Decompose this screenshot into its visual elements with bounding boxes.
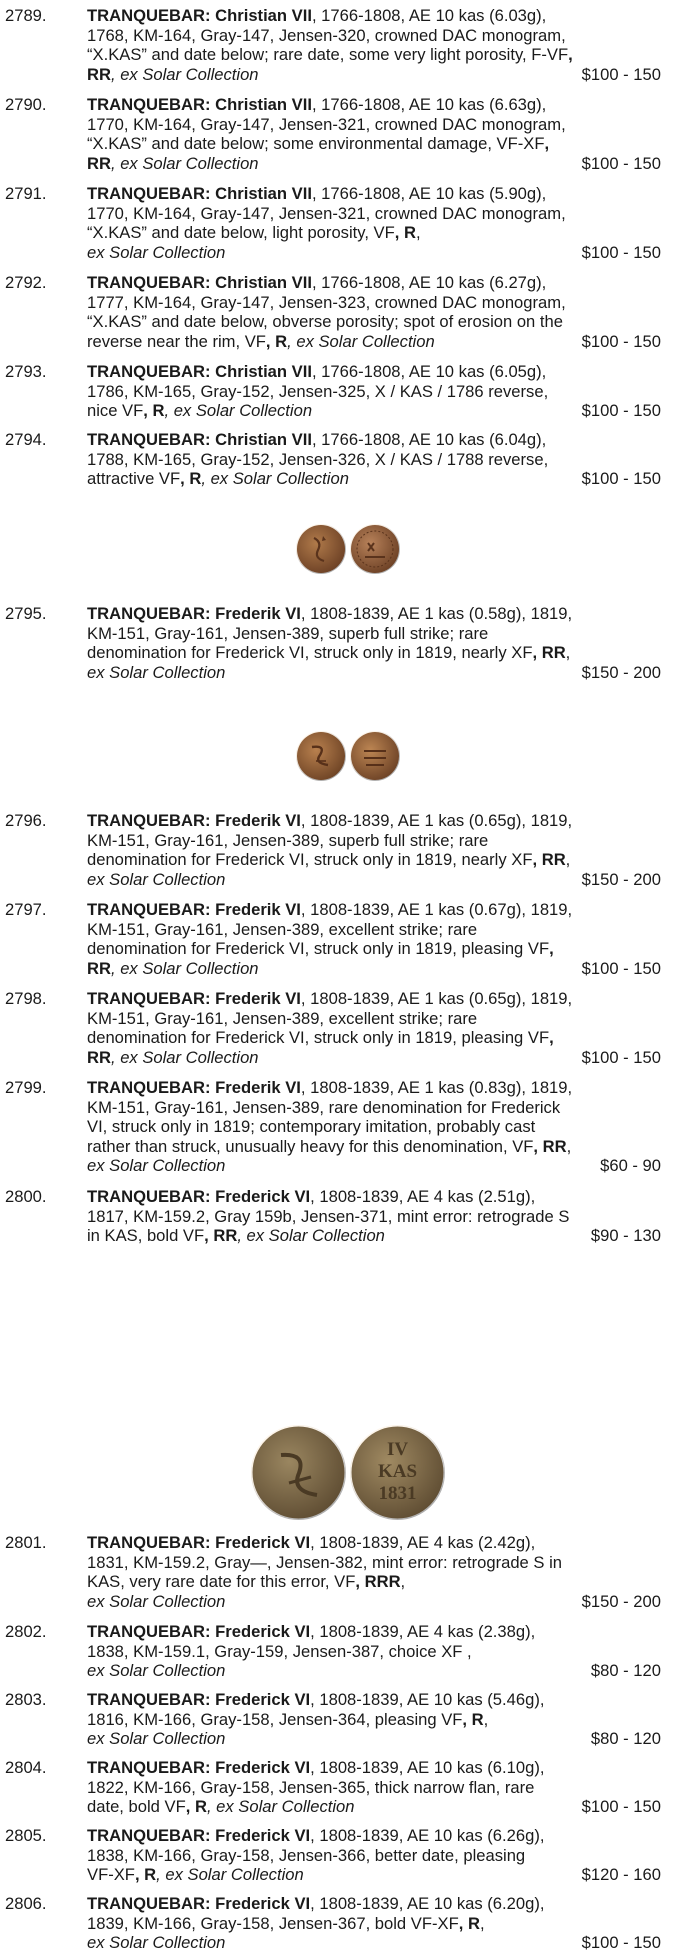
description-line — [87, 1226, 661, 1246]
lot-number: 2796. — [5, 811, 47, 830]
bold-text: , RR — [532, 850, 566, 870]
plain-text: “X.KAS” and date below, obverse porosity; spot of erosion on the — [87, 312, 563, 332]
coin-photo-pair-1 — [296, 524, 400, 574]
description-line — [87, 850, 661, 870]
lot-number: 2803. — [5, 1690, 47, 1709]
plain-text: 1768, KM-164, Gray-147, Jensen-320, crowned DAC monogram, — [87, 25, 566, 45]
lot-number: 2805. — [5, 1826, 47, 1845]
lot-description — [87, 811, 661, 889]
bold-text: , R — [458, 1913, 480, 1933]
description-line — [87, 1098, 661, 1118]
description-line — [87, 382, 661, 402]
italic-text: , ex Solar Collection — [156, 1865, 304, 1885]
plain-text: rather than struck, unusually heavy for this denomination, VF — [87, 1136, 534, 1156]
description-line — [87, 1622, 661, 1642]
plain-text: , — [479, 1913, 485, 1933]
description-line — [87, 1797, 661, 1817]
estimate-price: $100 - 150 — [581, 1797, 661, 1817]
plain-text: , 1766-1808, AE 10 kas (6.04g), — [311, 430, 547, 449]
bold-text: TRANQUEBAR: Frederick VI — [87, 1622, 311, 1641]
lot-number: 2801. — [5, 1533, 47, 1552]
estimate-price: $90 - 130 — [590, 1226, 661, 1246]
lot-number: 2806. — [5, 1894, 47, 1913]
lot-number: 2804. — [5, 1758, 47, 1777]
description-line — [87, 900, 661, 920]
description-line — [87, 362, 661, 382]
plain-text: 1788, KM-165, Gray-152, Jensen-326, X / KAS / 1788 reverse, — [87, 449, 549, 469]
estimate-price: $80 - 120 — [590, 1729, 661, 1749]
plain-text: reverse near the rim, VF — [87, 331, 266, 351]
plain-text: , 1766-1808, AE 10 kas (6.63g), — [311, 95, 547, 114]
description-line — [87, 1533, 661, 1553]
bold-text: , — [568, 45, 573, 65]
bold-text: TRANQUEBAR: Christian VII — [87, 184, 312, 203]
description-line — [87, 1729, 661, 1749]
description-line — [87, 831, 661, 851]
lot-number: 2789. — [5, 6, 47, 25]
italic-text: ex Solar Collection — [87, 1661, 226, 1681]
description-line — [87, 1846, 661, 1866]
estimate-price: $100 - 150 — [581, 1933, 661, 1953]
description-line — [87, 1117, 661, 1137]
plain-text: in KAS, bold VF — [87, 1226, 205, 1246]
description-line — [87, 450, 661, 470]
coin-obverse-image — [296, 731, 346, 781]
plain-text: , 1808-1839, AE 10 kas (5.46g), — [310, 1690, 545, 1709]
bold-text: , RR — [532, 643, 566, 663]
description-line — [87, 95, 661, 115]
description-line — [87, 1690, 661, 1710]
plain-text: denomination for Frederick VI, struck only in 1819, pleasing VF — [87, 1028, 550, 1048]
plain-text: , 1808-1839, AE 10 kas (6.10g), — [310, 1758, 545, 1777]
plain-text: KM-151, Gray-161, Jensen-389, excellent strike; rare — [87, 1008, 478, 1028]
bold-text: TRANQUEBAR: Christian VII — [87, 362, 312, 381]
bold-text: , — [549, 939, 554, 959]
description-line — [87, 65, 661, 85]
plain-text: attractive VF — [87, 469, 181, 489]
estimate-price: $80 - 120 — [590, 1661, 661, 1681]
estimate-price: $150 - 200 — [581, 869, 661, 889]
bold-text: , R — [462, 1709, 484, 1729]
plain-text: , — [565, 643, 571, 663]
description-line — [87, 1758, 661, 1778]
italic-text: ex Solar Collection — [87, 662, 226, 682]
plain-text: 1786, KM-165, Gray-152, Jensen-325, X / KAS / 1786 reverse, — [87, 381, 549, 401]
description-line — [87, 643, 661, 663]
description-line — [87, 332, 661, 352]
bold-text: , — [549, 1028, 554, 1048]
plain-text: , 1766-1808, AE 10 kas (6.05g), — [311, 362, 547, 381]
description-line — [87, 1137, 661, 1157]
estimate-price: $100 - 150 — [581, 1047, 661, 1067]
bold-text: TRANQUEBAR: Frederick VI — [87, 1894, 311, 1913]
description-line — [87, 273, 661, 293]
lot-description — [87, 362, 661, 421]
bold-text: RR — [87, 1047, 111, 1067]
plain-text: , — [400, 1572, 406, 1592]
plain-text: KM-151, Gray-161, Jensen-389, superb full strike; rare — [87, 830, 489, 850]
italic-text: , ex Solar Collection — [164, 401, 313, 421]
plain-text: 1817, KM-159.2, Gray 159b, Jensen-371, mint error: retrograde S — [87, 1206, 570, 1226]
estimate-price: $100 - 150 — [581, 64, 661, 84]
lot-description — [87, 430, 661, 489]
description-line — [87, 45, 661, 65]
description-line — [87, 1778, 661, 1798]
plain-text: , — [415, 223, 421, 243]
lot-description — [87, 273, 661, 351]
description-line — [87, 604, 661, 624]
plain-text: , — [483, 1709, 489, 1729]
bold-text: TRANQUEBAR: Christian VII — [87, 273, 312, 292]
bold-text: , R — [394, 223, 416, 243]
description-line — [87, 115, 661, 135]
plain-text: KM-151, Gray-161, Jensen-389, superb full strike; rare — [87, 623, 489, 643]
lot-description — [87, 1187, 661, 1246]
italic-text: ex Solar Collection — [87, 242, 226, 262]
estimate-price: $150 - 200 — [581, 662, 661, 682]
plain-text: , — [565, 850, 571, 870]
estimate-price: $100 - 150 — [581, 401, 661, 421]
bold-text: TRANQUEBAR: Frederick VI — [87, 1533, 311, 1552]
estimate-price: $120 - 160 — [581, 1865, 661, 1885]
bold-text: TRANQUEBAR: Frederick VI — [87, 1826, 311, 1845]
description-line — [87, 312, 661, 332]
italic-text: ex Solar Collection — [87, 869, 226, 889]
coin-legend-text: IV KAS 1831 — [377, 1439, 418, 1504]
description-line — [87, 293, 661, 313]
plain-text: denomination for Frederick VI, struck only in 1819, pleasing VF — [87, 939, 550, 959]
bold-text: TRANQUEBAR: Frederik VI — [87, 989, 301, 1008]
description-line — [87, 430, 661, 450]
plain-text: VI, struck only in 1819; contemporary imitation, probably cast — [87, 1117, 536, 1137]
bold-text: TRANQUEBAR: Frederik VI — [87, 900, 301, 919]
estimate-price: $60 - 90 — [600, 1156, 661, 1176]
description-line — [87, 1642, 661, 1662]
lot-description — [87, 900, 661, 978]
plain-text: nice VF — [87, 401, 144, 421]
plain-text: , 1808-1839, AE 4 kas (2.38g), — [310, 1622, 536, 1641]
bold-text: RR — [87, 958, 111, 978]
estimate-price: $100 - 150 — [581, 469, 661, 489]
description-line — [87, 1592, 661, 1612]
lot-description — [87, 1758, 661, 1817]
bold-text: TRANQUEBAR: Christian VII — [87, 430, 312, 449]
description-line — [87, 184, 661, 204]
bold-text: , — [544, 134, 550, 154]
plain-text: VF-XF — [87, 1865, 135, 1885]
estimate-price: $150 - 200 — [581, 1591, 661, 1611]
plain-text: , 1808-1839, AE 1 kas (0.65g), 1819, — [300, 989, 573, 1008]
plain-text: 1770, KM-164, Gray-147, Jensen-321, crowned DAC monogram, — [87, 203, 566, 223]
description-line — [87, 1826, 661, 1846]
description-line — [87, 624, 661, 644]
italic-text: ex Solar Collection — [87, 1591, 226, 1611]
plain-text: 1770, KM-164, Gray-147, Jensen-321, crowned DAC monogram, — [87, 114, 566, 134]
bold-text: TRANQUEBAR: Frederik VI — [87, 811, 301, 830]
plain-text: 1777, KM-164, Gray-147, Jensen-323, crowned DAC monogram, — [87, 292, 566, 312]
description-line — [87, 26, 661, 46]
italic-text: , ex Solar Collection — [237, 1226, 385, 1246]
lot-description — [87, 1690, 661, 1749]
lot-description — [87, 95, 661, 173]
plain-text: , 1808-1839, AE 1 kas (0.58g), 1819, — [300, 604, 573, 623]
bold-text: TRANQUEBAR: Frederick VI — [87, 1187, 311, 1206]
italic-text: ex Solar Collection — [87, 1729, 226, 1749]
plain-text: 1831, KM-159.2, Gray—, Jensen-382, mint error: retrograde S in — [87, 1552, 562, 1572]
coin-photo-pair-3 — [251, 1425, 445, 1520]
description-line — [87, 1187, 661, 1207]
lot-number: 2802. — [5, 1622, 47, 1641]
description-line — [87, 1914, 661, 1934]
lot-number: 2799. — [5, 1078, 47, 1097]
italic-text: , ex Solar Collection — [110, 64, 259, 84]
lot-number: 2793. — [5, 362, 47, 381]
italic-text: , ex Solar Collection — [201, 469, 349, 489]
lot-number: 2797. — [5, 900, 47, 919]
plain-text: date, bold VF — [87, 1797, 186, 1817]
lot-description — [87, 1826, 661, 1885]
coin-obverse-image — [251, 1425, 346, 1520]
coin-photo-pair-2 — [296, 731, 400, 781]
lot-number: 2800. — [5, 1187, 47, 1206]
lot-number: 2794. — [5, 430, 47, 449]
plain-text: , 1808-1839, AE 10 kas (6.26g), — [310, 1826, 545, 1845]
estimate-price: $100 - 150 — [581, 331, 661, 351]
plain-text: , 1808-1839, AE 4 kas (2.42g), — [310, 1533, 536, 1552]
bold-text: RR — [87, 153, 111, 173]
italic-text: , ex Solar Collection — [110, 1047, 259, 1067]
lot-number: 2795. — [5, 604, 47, 623]
plain-text: , 1808-1839, AE 1 kas (0.67g), 1819, — [300, 900, 573, 919]
description-line — [87, 401, 661, 421]
estimate-price: $100 - 150 — [581, 242, 661, 262]
italic-text: ex Solar Collection — [87, 1933, 226, 1953]
plain-text: “X.KAS” and date below, light porosity, VF — [87, 223, 395, 243]
description-line — [87, 1553, 661, 1573]
plain-text: , 1808-1839, AE 4 kas (2.51g), — [310, 1187, 536, 1206]
description-line — [87, 1572, 661, 1592]
plain-text: “X.KAS” and date below; some environmental damage, VF-XF — [87, 134, 545, 154]
lot-description — [87, 1622, 661, 1681]
bold-text: , R — [185, 1797, 207, 1817]
description-line — [87, 811, 661, 831]
lot-description — [87, 989, 661, 1067]
plain-text: “X.KAS” and date below; rare date, some very light porosity, F-VF — [87, 45, 569, 65]
lot-number: 2791. — [5, 184, 47, 203]
bold-text: TRANQUEBAR: Frederick VI — [87, 1758, 311, 1777]
plain-text: , 1808-1839, AE 1 kas (0.65g), 1819, — [300, 811, 573, 830]
plain-text: denomination for Frederick VI, struck only in 1819, nearly XF — [87, 850, 533, 870]
description-line — [87, 1078, 661, 1098]
lot-description — [87, 604, 661, 682]
description-line — [87, 989, 661, 1009]
description-line — [87, 959, 661, 979]
description-line — [87, 6, 661, 26]
description-line — [87, 1710, 661, 1730]
plain-text: , 1766-1808, AE 10 kas (5.90g), — [311, 184, 547, 203]
bold-text: , RRR — [355, 1572, 401, 1592]
description-line — [87, 204, 661, 224]
description-line — [87, 870, 661, 890]
description-line — [87, 920, 661, 940]
plain-text: 1822, KM-166, Gray-158, Jensen-365, thick narrow flan, rare — [87, 1777, 535, 1797]
plain-text: 1838, KM-166, Gray-158, Jensen-366, better date, pleasing — [87, 1845, 526, 1865]
bold-text: RR — [87, 64, 111, 84]
description-line — [87, 154, 661, 174]
description-line — [87, 1048, 661, 1068]
italic-text: ex Solar Collection — [87, 1156, 226, 1176]
plain-text: denomination for Frederick VI, struck only in 1819, nearly XF — [87, 643, 533, 663]
description-line — [87, 1028, 661, 1048]
description-line — [87, 1009, 661, 1029]
estimate-price: $100 - 150 — [581, 153, 661, 173]
description-line — [87, 134, 661, 154]
coin-reverse-image — [350, 524, 400, 574]
plain-text: , 1808-1839, AE 1 kas (0.83g), 1819, — [300, 1078, 573, 1097]
plain-text: , 1766-1808, AE 10 kas (6.03g), — [311, 6, 547, 25]
coin-reverse-image — [350, 1425, 445, 1520]
lot-description — [87, 1533, 661, 1611]
bold-text: TRANQUEBAR: Christian VII — [87, 6, 312, 25]
bold-text: , R — [180, 469, 202, 489]
description-line — [87, 1207, 661, 1227]
bold-text: TRANQUEBAR: Christian VII — [87, 95, 312, 114]
estimate-price: $100 - 150 — [581, 958, 661, 978]
italic-text: , ex Solar Collection — [287, 331, 435, 351]
plain-text: KM-151, Gray-161, Jensen-389, excellent strike; rare — [87, 919, 478, 939]
italic-text: , ex Solar Collection — [110, 958, 259, 978]
italic-text: , ex Solar Collection — [206, 1797, 355, 1817]
plain-text: KAS, very rare date for this error, VF — [87, 1572, 356, 1592]
bold-text: , RR — [204, 1226, 238, 1246]
plain-text: , — [566, 1136, 572, 1156]
description-line — [87, 223, 661, 243]
description-line — [87, 1894, 661, 1914]
plain-text: 1816, KM-166, Gray-158, Jensen-364, pleasing VF — [87, 1709, 463, 1729]
coin-obverse-image — [296, 524, 346, 574]
plain-text: , 1808-1839, AE 10 kas (6.20g), — [310, 1894, 545, 1913]
bold-text: , R — [265, 331, 288, 351]
description-line — [87, 243, 661, 263]
description-line — [87, 1865, 661, 1885]
description-line — [87, 663, 661, 683]
description-line — [87, 469, 661, 489]
plain-text: , 1766-1808, AE 10 kas (6.27g), — [311, 273, 547, 292]
bold-text: TRANQUEBAR: Frederik VI — [87, 604, 301, 623]
bold-text: TRANQUEBAR: Frederick VI — [87, 1690, 311, 1709]
lot-description — [87, 1894, 661, 1953]
lot-description — [87, 6, 661, 84]
description-line — [87, 939, 661, 959]
description-line — [87, 1661, 661, 1681]
lot-number: 2798. — [5, 989, 47, 1008]
lot-number: 2790. — [5, 95, 47, 114]
description-line — [87, 1933, 661, 1953]
plain-text: 1839, KM-166, Gray-158, Jensen-367, bold VF-XF — [87, 1913, 459, 1933]
plain-text: KM-151, Gray-161, Jensen-389, rare denomination for Frederick — [87, 1097, 561, 1117]
bold-text: TRANQUEBAR: Frederik VI — [87, 1078, 301, 1097]
description-line — [87, 1156, 661, 1176]
coin-reverse-image — [350, 731, 400, 781]
bold-text: , RR — [533, 1136, 567, 1156]
bold-text: , R — [134, 1865, 157, 1885]
lot-description — [87, 184, 661, 262]
plain-text: 1838, KM-159.1, Gray-159, Jensen-387, choice XF , — [87, 1641, 472, 1661]
lot-number: 2792. — [5, 273, 47, 292]
bold-text: , R — [143, 401, 165, 421]
italic-text: , ex Solar Collection — [110, 153, 259, 173]
lot-description — [87, 1078, 661, 1176]
